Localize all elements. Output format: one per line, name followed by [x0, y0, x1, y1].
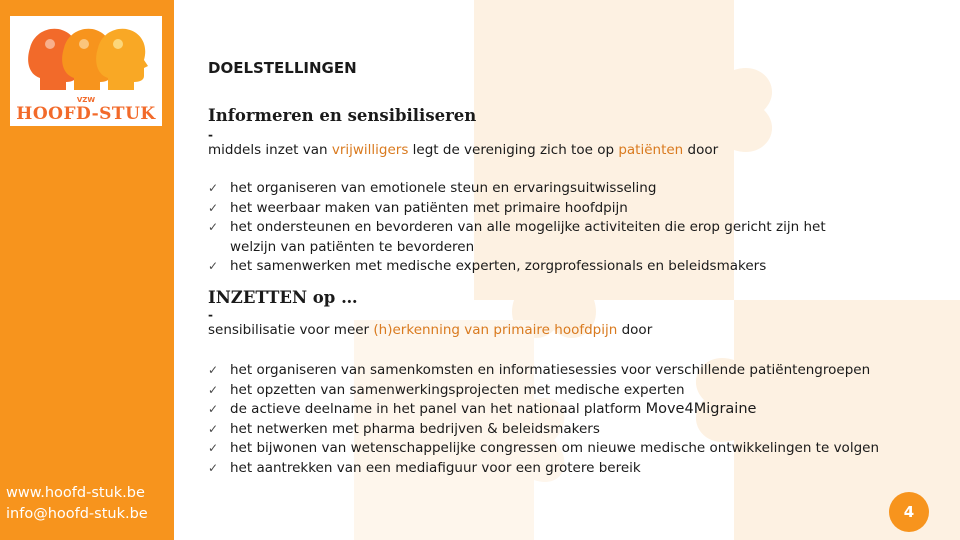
intro-text: door [683, 142, 719, 158]
list-item [208, 381, 908, 401]
intro-highlight-patients: patiënten [618, 142, 684, 158]
email-link[interactable]: info@hoofd-stuk.be [6, 506, 148, 522]
list-item [208, 459, 908, 479]
logo-name: HOOFD-STUK [16, 104, 156, 124]
check-icon: ✓ [208, 441, 219, 455]
section1-dash: - [208, 128, 213, 142]
list-item-text: het opzetten van samenwerkingsprojecten met medische experten [230, 381, 685, 398]
logo-vzw: VZW [76, 96, 96, 104]
list-item-text: de actieve deelname in het panel van het nationaal platform [230, 401, 646, 417]
check-icon: ✓ [208, 402, 219, 416]
check-icon: ✓ [208, 382, 219, 397]
list-item [208, 439, 908, 459]
section2-intro [208, 322, 652, 338]
page-number-badge: 4 [889, 492, 929, 532]
sidebar [0, 0, 174, 540]
intro-text: door [617, 322, 653, 338]
contact-info [6, 483, 148, 525]
intro-text: legt de vereniging zich toe op [408, 142, 619, 158]
list-item-text: het weerbaar maken van patiënten met primaire hoofdpijn [230, 199, 628, 216]
intro-highlight-recognition: (h)erkenning van primaire hoofdpijn [373, 322, 618, 338]
list-item-text: het netwerken met pharma bedrijven & beleidsmakers [230, 420, 600, 437]
website-link[interactable]: www.hoofd-stuk.be [6, 485, 145, 501]
check-icon: ✓ [208, 460, 219, 475]
list-item [208, 218, 850, 257]
list-item-text: het ondersteunen en bevorderen van alle mogelijke activiteiten die erop gericht zijn het welzijn van patiënten te bevorderen [230, 219, 826, 255]
check-icon: ✓ [208, 421, 219, 436]
intro-highlight-volunteers: vrijwilligers [331, 142, 409, 158]
section2-heading: INZETTEN op … [208, 288, 358, 307]
intro-text: sensibilisatie voor meer [208, 322, 374, 338]
check-icon: ✓ [208, 181, 219, 195]
check-icon: ✓ [208, 200, 219, 215]
list-item [208, 420, 908, 440]
section2-dash: - [208, 308, 213, 322]
intro-text: middels inzet van [208, 142, 332, 158]
heads-logo-icon [22, 20, 150, 98]
check-icon: ✓ [208, 220, 219, 234]
logo [10, 16, 162, 126]
list-item-text: het organiseren van emotionele steun en ervaringsuitwisseling [230, 180, 657, 196]
list-item [208, 361, 908, 381]
platform-name: Move4Migraine [645, 401, 757, 417]
list-item-text: het bijwonen van wetenschappelijke congressen om nieuwe medische ontwikkelingen te volgen [230, 440, 879, 456]
check-icon: ✓ [208, 259, 219, 273]
list-item [208, 199, 908, 219]
page-title: DOELSTELLINGEN [208, 59, 357, 77]
section1-heading: Informeren en sensibiliseren [208, 106, 477, 125]
list-item-text: het organiseren van samenkomsten en informatiesessies voor verschillende patiëntengroepen [230, 362, 871, 378]
list-item [208, 179, 908, 199]
list-item-text: het aantrekken van een mediafiguur voor een grotere bereik [230, 459, 641, 476]
list-item-text: het samenwerken met medische experten, zorgprofessionals en beleidsmakers [230, 258, 767, 274]
section2-checklist [208, 361, 908, 478]
section1-checklist [208, 179, 908, 277]
section1-intro [208, 142, 718, 158]
list-item [208, 257, 908, 277]
list-item [208, 400, 908, 420]
check-icon: ✓ [208, 363, 219, 377]
